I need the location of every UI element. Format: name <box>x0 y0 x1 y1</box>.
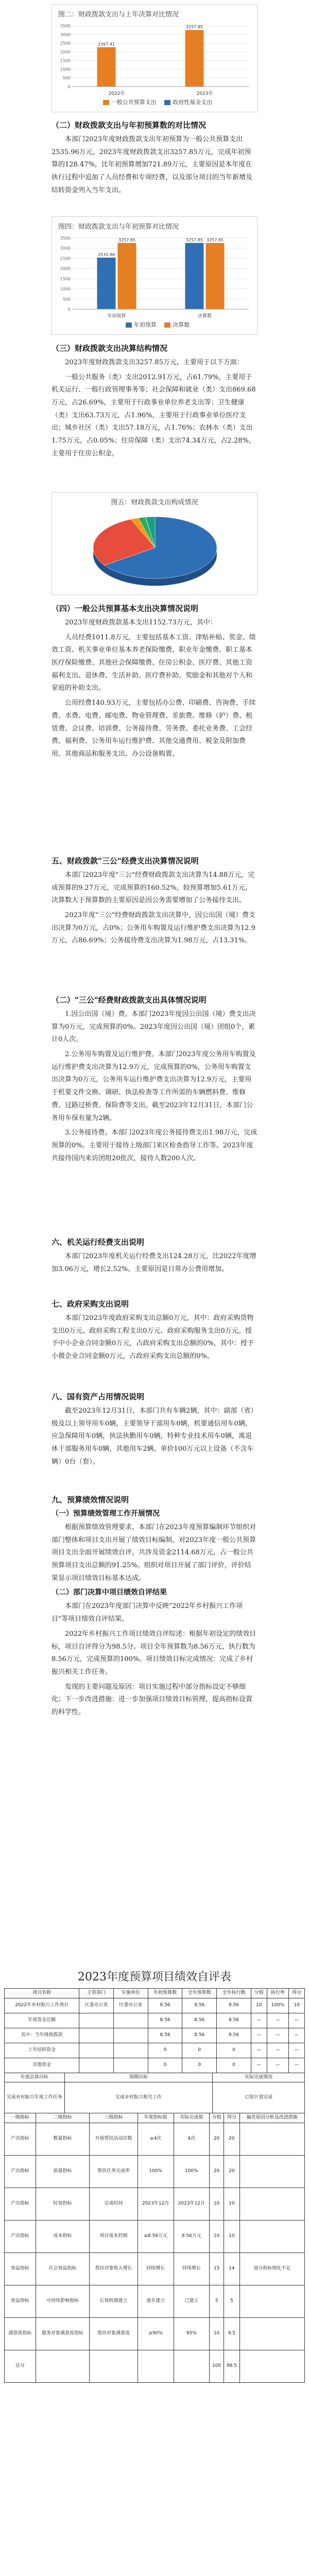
bar <box>206 243 225 309</box>
y-tick-label: 0 <box>67 307 71 312</box>
paragraph: 一般公共服务（类）支出2012.91万元，占61.79%，主要用于机关运行、一般行政管理事务等；社会保障和就业（类）支出869.68万元，占26.69%，主要用于行政事业单位养老支出等；卫生健康（类）支出63.73万元，占1.96%，主要用于行政事业单位医疗支出；城乡社区（类）支出57.18万元，占1.76%；农林水（类）支出1.75万元，占0.05%；住房保障（类）支出74.34万元，占2.28%，主要用于住房公积金。 <box>52 373 256 457</box>
y-tick-label: 1000 <box>60 67 71 72</box>
table-cell: 成本指标 <box>36 2221 90 2253</box>
table-cell <box>79 2013 114 2028</box>
table-cell <box>79 2058 114 2073</box>
table-header-cell: 年初预算数 <box>148 1989 182 1998</box>
table-cell: 区委办公室 <box>79 1998 114 2013</box>
paragraph: 2023年度财政拨款支出3257.85万元，主要用于以下方面： <box>65 359 244 366</box>
table-cell: ≥90% <box>138 2318 174 2350</box>
table-cell: 数量指标 <box>36 2123 90 2156</box>
table-cell: 区委办公室 <box>113 1998 148 2013</box>
table-cell: 8.56 <box>148 2013 182 2028</box>
section-heading: 八、国有资产占用情况说明 <box>52 1392 145 1401</box>
table-row <box>5 2188 305 2221</box>
data-label: 3257.85 <box>185 238 203 243</box>
table-cell: 产出指标 <box>5 2156 36 2188</box>
legend-label: 决算数 <box>173 321 190 328</box>
chart-figure-2 <box>52 4 258 112</box>
table-header-cell: 全年预算数 <box>182 1989 217 1998</box>
bar <box>97 258 116 309</box>
section-basic-expenditure <box>52 603 258 763</box>
legend-swatch <box>164 323 170 328</box>
table-cell <box>79 2043 114 2058</box>
fund-rows <box>5 1998 305 2073</box>
data-label: 3257.85 <box>206 238 224 243</box>
paragraph: 本部门在2023年度部门决算中反映"2022年乡村振兴工作项目"等项目绩效自评结果。 <box>52 1602 243 1623</box>
subsection-heading: （二）部门决算中项目绩效自评结果 <box>52 1588 167 1597</box>
table-cell: 5 <box>224 2285 239 2318</box>
table-cell: 100% <box>174 2156 210 2188</box>
table-cell: — <box>251 2043 267 2058</box>
table-cell <box>239 2285 304 2318</box>
table-cell: 完成乡村振兴相关工作 <box>64 2082 213 2113</box>
table-cell: — <box>251 2013 267 2028</box>
table-cell: 20 <box>224 2156 239 2188</box>
y-tick-label: 1000 <box>60 286 71 292</box>
table-cell: 其中：当年财政拨款 <box>5 2028 79 2043</box>
paragraph: 截至2023年12月31日，本部门共有车辆2辆，其中：副部（省）级及以上领导用车0辆，主要领导干部用车0辆，机要通信用车0辆，应急保障用车0辆，执法执勤用车0辆，特种专业技术用车0辆，离退休干部服务用车0辆，其他用车2辆。单价100万元以上设备（不含车辆）0台（套）。 <box>52 1407 258 1466</box>
table-cell: 10 <box>224 2221 239 2253</box>
table-row <box>5 2082 305 2113</box>
table-cell: 完成时间 <box>90 2188 138 2221</box>
table-cell: 14 <box>224 2253 239 2285</box>
y-tick-label: 2000 <box>60 266 71 272</box>
table-cell: — <box>267 2043 289 2058</box>
paragraph: 1.因公出国（境）费。本部门2023年度因公出国（境）费支出决算为0万元，完成预算的0%。2023年度因公出国（境）团组0个，累计0人次。 <box>52 1010 256 1044</box>
table-header-cell: 偏差原因分析及改进措施 <box>239 2113 304 2123</box>
indicator-rows <box>5 2123 305 2383</box>
table-cell <box>113 2058 148 2073</box>
table-cell: 完成乡村振兴年度工作任务 <box>5 2082 65 2113</box>
table-cell: 4次 <box>174 2123 210 2156</box>
table-header-row <box>5 2113 305 2123</box>
table-cell: 8.56万元 <box>174 2221 210 2253</box>
table-cell: 总分 <box>5 2350 36 2383</box>
table-cell <box>113 2028 148 2043</box>
paragraph: 公用经费140.93万元，主要包括办公费、印刷费、咨询费、手续费、水费、电费、邮电费、物业管理费、差旅费、维修（护）费、租赁费、会议费、培训费、公务接待费、劳务费、委托业务费、工会经费、福利费、公务用车运行维护费、其他交通费用、税金及附加费用、其他商品和服务支出、办公设备购置。 <box>52 699 256 758</box>
table-cell: 帮扶任务完成率 <box>90 2156 138 2188</box>
data-label: 3257.85 <box>185 25 203 30</box>
table-title: 2023年度预算项目绩效自评表 <box>78 1971 231 1984</box>
table-cell: 服务对象满意度指标 <box>36 2318 90 2350</box>
table-cell: 95% <box>174 2318 210 2350</box>
table-cell: 8.56 <box>182 1998 217 2013</box>
section-heading: 六、机关运行经费支出说明 <box>52 1238 145 1247</box>
table-cell: 已按计划完成 <box>213 2082 305 2113</box>
table-cell: 上年结转资金 <box>5 2043 79 2058</box>
table-cell: 10 <box>210 2188 224 2221</box>
section-heading: 五、财政拨款"三公"经费支出决算情况说明 <box>52 856 199 866</box>
table-cell: 20 <box>224 2123 239 2156</box>
table-cell: 100% <box>138 2156 174 2188</box>
legend-label: 政府性基金支出 <box>173 99 213 106</box>
table-cell <box>90 2350 138 2383</box>
table-header-cell: 三级指标 <box>90 2113 138 2123</box>
table-cell: 产出指标 <box>5 2123 36 2156</box>
paragraph: 本部门2023年度"三公"经费财政拨款支出决算为14.88万元，完成预算的9.27万元，完成预算的160.52%，较预算增加5.61万元，决算数大于预算数的主要原因是因公务需要增加了公务接待支出。 <box>52 871 255 905</box>
table-row <box>5 1998 305 2013</box>
table-cell: ≥4次 <box>138 2123 174 2156</box>
table-header-cell: 实际完成值 <box>174 2113 210 2123</box>
table-cell: 产出指标 <box>5 2188 36 2221</box>
section-operating-costs <box>52 1236 258 1278</box>
table-row <box>5 2350 305 2383</box>
table-cell: — <box>251 2028 267 2043</box>
paragraph: 3.公务接待费。本部门2023年度公务接待费支出1.98万元，完成预算的0%。主要用于接待上级部门来区检查指导工作等。2023年度共接待国内来访团组20批次，接待人数200人次。 <box>52 1129 258 1162</box>
table-cell: 8.56 <box>217 2013 251 2028</box>
paragraph: 2023年度"三公"经费财政拨款支出决算中，因公出国（境）费支出决算为0万元，占0%；公务用车购置及运行维护费支出决算为12.9万元，占86.69%；公务接待费支出决算为1.98万元，占13.31%。 <box>52 911 256 945</box>
table-row <box>5 2013 305 2028</box>
table-cell: 2022年乡村振兴工作项目 <box>5 1998 79 2013</box>
table-cell: 满意度指标 <box>5 2318 36 2350</box>
table-cell: 15 <box>210 2253 224 2285</box>
table-cell: 逐步建立 <box>138 2285 174 2318</box>
table-cell: 20 <box>210 2123 224 2156</box>
table-cell: 8.56 <box>217 2028 251 2043</box>
y-tick-label: 2500 <box>60 41 71 46</box>
x-tick-label: 2023年 <box>196 91 213 96</box>
table-cell: 其他资金 <box>5 2058 79 2073</box>
table-cell: — <box>267 2028 289 2043</box>
y-tick-label: 2000 <box>60 49 71 55</box>
table-cell: 产出指标 <box>5 2221 36 2253</box>
chart-figure-5 <box>52 492 258 595</box>
table-cell <box>239 2156 304 2188</box>
table-cell: 质量指标 <box>36 2156 90 2188</box>
table-row <box>5 2123 305 2156</box>
pie-chart-5 <box>52 506 257 594</box>
table-cell: 8.56 <box>182 2028 217 2043</box>
y-tick-label: 1500 <box>60 276 71 281</box>
data-label: 3257.85 <box>118 238 136 243</box>
legend-swatch <box>103 100 109 105</box>
section-heading: 九、预算绩效情况说明 <box>52 1495 129 1504</box>
table-row <box>5 2156 305 2188</box>
table-header-cell: 主管部门 <box>79 1989 114 1998</box>
section-three-public-funds <box>52 855 258 950</box>
legend-swatch <box>126 323 132 328</box>
chart-legend <box>52 320 257 329</box>
table-cell: 10 <box>251 1998 267 2013</box>
y-tick-label: 500 <box>62 76 71 81</box>
table-cell: 9.5 <box>224 2318 239 2350</box>
table-cell: 可持续影响指标 <box>36 2285 90 2318</box>
table-cell: 部分指标细化不足 <box>239 2253 304 2285</box>
table-cell: 8.56 <box>148 2028 182 2043</box>
bar <box>118 243 136 309</box>
section-state-assets <box>52 1391 258 1470</box>
goal-table <box>4 2073 305 2114</box>
table-cell: 年度资金总额 <box>5 2013 79 2028</box>
table-cell: 8.56 <box>148 1998 182 2013</box>
table-cell <box>36 2350 90 2383</box>
legend-label: 一般公共预算支出 <box>111 99 157 106</box>
table-cell: 100 <box>210 2350 224 2383</box>
table-row <box>5 2318 305 2350</box>
performance-table <box>4 1988 305 2073</box>
bar <box>185 243 204 309</box>
y-tick-label: 0 <box>67 84 71 89</box>
paragraph: 2022年乡村振兴工作项目绩效自评综述：根据年初设定的绩效目标，项目自评得分为98.5分。项目全年预算数为8.56万元，执行数为8.56万元，完成预算的100%。项目绩效目标完成情况：完成了乡村振兴相关工作任务。 <box>52 1630 256 1676</box>
table-cell <box>239 2188 304 2221</box>
paragraph: 本部门2023年度机关运行经费支出124.28万元，比2022年度增加3.06万元，增长2.52%。主要原因是日常办公费用增加。 <box>52 1252 256 1273</box>
table-cell: 10 <box>224 2188 239 2221</box>
table-cell <box>138 2350 174 2383</box>
section-performance <box>52 1494 258 1721</box>
table-header-cell: 执行率 <box>267 1989 289 1998</box>
data-label: 2267.41 <box>97 42 115 47</box>
table-cell: — <box>251 2058 267 2073</box>
table-cell <box>239 2221 304 2253</box>
y-tick-label: 3500 <box>60 236 71 241</box>
section-heading: （四）一般公共预算基本支出决算情况说明 <box>52 604 199 613</box>
table-cell: 0 <box>182 2043 217 2058</box>
chart-figure-4 <box>52 216 258 335</box>
table-header-cell: 得分 <box>289 1989 305 1998</box>
table-header-cell: 分值 <box>210 2113 224 2123</box>
x-tick-label: 2022年 <box>108 91 125 96</box>
paragraph: 人员经费1011.8万元，主要包括基本工资、津贴补贴、奖金、绩效工资、机关事业单位基本养老保险缴费、职业年金缴费、职工基本医疗保险缴费、其他社会保障缴费、住房公积金、医疗费、其他工资福利支出、退休费、生活补助、医疗费补助、奖励金和其他对个人和家庭的补助支出。 <box>52 633 256 692</box>
table-cell: 时效指标 <box>36 2188 90 2221</box>
table-cell: 0 <box>182 2058 217 2073</box>
section-heading: （三）财政拨款支出决算结构情况 <box>52 344 168 353</box>
table-cell: 98.5 <box>224 2350 239 2383</box>
table-cell: 社会效益指标 <box>36 2253 90 2285</box>
chart-title: 图四：财政拨款支出与年初预算对比情况 <box>58 223 179 231</box>
table-header-cell: 实施单位 <box>113 1989 148 1998</box>
indicator-table <box>4 2113 305 2383</box>
table-header-cell: 项目名称 <box>5 1989 79 1998</box>
table-cell: — <box>267 2013 289 2028</box>
table-header-row <box>5 1989 305 1998</box>
bar <box>97 47 116 87</box>
table-cell <box>79 2028 114 2043</box>
table-row <box>5 2043 305 2058</box>
section-three-public-funds-detail <box>52 994 258 1167</box>
table-cell: 效益指标 <box>5 2253 36 2285</box>
table-cell <box>239 2318 304 2350</box>
table-cell: 长效机制建立 <box>90 2285 138 2318</box>
performance-table-block <box>4 1968 305 2383</box>
table-header-cell: 年度总体目标 <box>5 2073 65 2082</box>
paragraph: 根据预算绩效管理要求，本部门在2023年度预算编制环节组织对部门整体和项目支出开展了绩效目标编制，对2023年度一般公共预算项目支出全面开展绩效自评，共涉及资金2114.68万元，占一般公共预算项目支出总额的91.25%。组织对项目开展了部门评价，评价结果显示项目绩效目标基本达成。 <box>52 1523 256 1582</box>
x-tick-label: 年初预算 <box>107 314 126 319</box>
table-cell: 持续增长 <box>174 2253 210 2285</box>
subsection-heading: （一）预算绩效管理工作开展情况 <box>52 1510 160 1518</box>
table-cell: 0 <box>217 2058 251 2073</box>
table-cell: — <box>289 2043 305 2058</box>
table-header-row <box>5 2073 305 2082</box>
table-cell: 已建立 <box>174 2285 210 2318</box>
table-cell: 5 <box>210 2285 224 2318</box>
paragraph: 2.公务用车购置及运行维护费。本部门2023年度公务用车购置及运行维护费支出决算为12.9万元，完成预算的0%，公务用车购置支出决算为0万元，公务用车运行维护费支出决算为12.9万元，主要用于机要文件交换、调研、执法检查等工作所需的车辆燃料费、维修费、过路过桥费、保险费等支出。截至2023年12月31日，本部门公务用车保有量为2辆。 <box>52 1050 256 1122</box>
table-cell: 帮扶对象满意度 <box>90 2318 138 2350</box>
section-budget-comparison <box>52 120 258 199</box>
table-cell: 8.56 <box>182 2013 217 2028</box>
y-tick-label: 3000 <box>60 246 71 251</box>
table-cell <box>174 2350 210 2383</box>
table-cell <box>113 2013 148 2028</box>
chart-title: 图二：财政拨款支出与上年决算对比情况 <box>58 11 179 19</box>
table-header-cell: 分值 <box>251 1989 267 1998</box>
section-heading: （二）财政拨款支出与年初预算数的对比情况 <box>52 121 207 130</box>
section-procurement <box>52 1298 258 1365</box>
table-row <box>5 2058 305 2073</box>
table-cell: 10 <box>210 2318 224 2350</box>
table-cell: — <box>267 2058 289 2073</box>
table-cell: 10 <box>289 1998 305 2013</box>
legend-swatch <box>164 100 170 105</box>
paragraph: 发现的主要问题及原因：项目实施过程中部分指标设定不够细化；下一步改进措施：进一步加强项目绩效目标管理，提高指标设置的科学性。 <box>52 1683 253 1716</box>
y-tick-label: 3000 <box>60 32 71 37</box>
section-heading: 七、政府采购支出说明 <box>52 1299 129 1309</box>
table-cell: 持续增长 <box>138 2253 174 2285</box>
legend-label: 年初预算 <box>133 321 157 328</box>
table-header-cell: 全年执行数 <box>217 1989 251 1998</box>
table-row <box>5 2028 305 2043</box>
y-tick-label: 2500 <box>60 256 71 261</box>
table-cell: — <box>289 2013 305 2028</box>
chart-title: 图五：财政拨款支出构成情况 <box>111 499 198 506</box>
y-tick-label: 1500 <box>60 58 71 63</box>
data-label: 2535.96 <box>97 252 115 258</box>
bar-chart-2 <box>52 21 257 98</box>
table-cell: 效益指标 <box>5 2285 36 2318</box>
table-header-cell: 预期目标 <box>64 2073 213 2082</box>
table-cell: 项目成本控制 <box>90 2221 138 2253</box>
table-cell: 0 <box>148 2043 182 2058</box>
table-row <box>5 2221 305 2253</box>
table-cell: 2023年12月 <box>174 2188 210 2221</box>
table-cell: 帮扶对象收入增长 <box>90 2253 138 2285</box>
x-tick-label: 决算数 <box>197 314 212 319</box>
table-cell: 开展帮扶活动次数 <box>90 2123 138 2156</box>
table-cell: — <box>289 2028 305 2043</box>
table-header-cell: 得分 <box>224 2113 239 2123</box>
table-row <box>5 2253 305 2285</box>
table-cell <box>113 2043 148 2058</box>
table-cell: — <box>289 2058 305 2073</box>
table-row <box>5 2285 305 2318</box>
table-cell: 0 <box>217 2043 251 2058</box>
table-header-cell: 二级指标 <box>36 2113 90 2123</box>
bar <box>185 30 204 87</box>
table-cell <box>239 2123 304 2156</box>
table-cell: 8.56 <box>217 1998 251 2013</box>
table-header-cell: 年度指标值 <box>138 2113 174 2123</box>
table-header-cell: 实际完成情况 <box>213 2073 305 2082</box>
table-cell <box>239 2350 304 2383</box>
y-tick-label: 500 <box>62 297 71 302</box>
table-header-cell: 一级指标 <box>5 2113 36 2123</box>
paragraph: 本部门2023年度财政拨款支出年初预算为一般公共预算支出2535.96万元，2023年度财政拨款支出3257.85万元，完成年初预算的128.47%，比年初预算增加721.89万元，主要原因是本年度在执行过程中追加了人员经费和专项经费，以及部分项目的当年新增及结转资金列入当年支出。 <box>52 135 253 194</box>
table-cell: 2023年12月 <box>138 2188 174 2221</box>
table-cell: 10 <box>210 2221 224 2253</box>
bar-chart-4 <box>52 233 257 320</box>
table-cell: 0 <box>148 2058 182 2073</box>
table-cell: 20 <box>210 2156 224 2188</box>
table-cell: ≤8.56万元 <box>138 2221 174 2253</box>
y-tick-label: 3500 <box>60 24 71 28</box>
table-cell: 100% <box>267 1998 289 2013</box>
paragraph: 2023年度财政拨款基本支出1152.73万元，其中： <box>65 619 217 626</box>
chart-legend <box>52 98 257 106</box>
section-heading: （二）"三公"经费财政拨款支出具体情况说明 <box>52 995 207 1005</box>
paragraph: 本部门2023年度政府采购支出总额0万元，其中：政府采购货物支出0万元、政府采购工程支出0万元、政府采购服务支出0万元。授予中小企业合同金额0万元，占政府采购支出总额的0%，其中：授予小微企业合同金额0万元，占政府采购支出总额的0%。 <box>52 1314 254 1361</box>
section-expenditure-structure <box>52 343 258 463</box>
